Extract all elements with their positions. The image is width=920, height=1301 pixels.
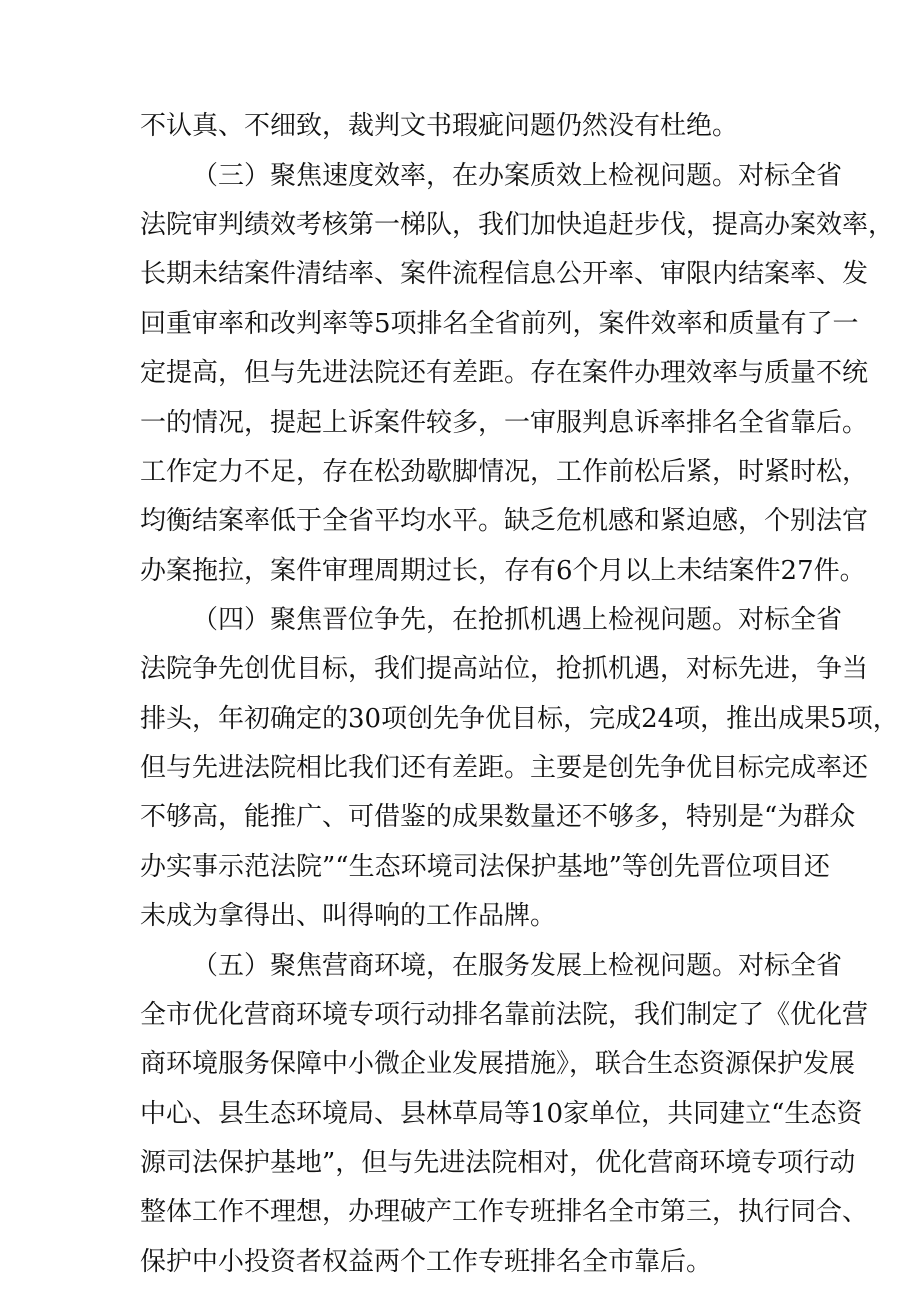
text-line: 源司法保护基地”，但与先进法院相对，优化营商环境专项行动 [140,1148,856,1178]
text-line: 保护中小投资者权益两个工作专班排名全市靠后。 [140,1247,713,1277]
text-line: 法院审判绩效考核第一梯队，我们加快追赶步伐，提高办案效率， [140,210,895,240]
text-line: 回重审率和改判率等5项排名全省前列，案件效率和质量有了一 [140,309,859,339]
section-heading-line: （三）聚焦速度效率，在办案质效上检视问题。对标全省 [192,161,843,191]
section-heading-line: （四）聚焦晋位争先，在抢抓机遇上检视问题。对标全省 [192,605,843,635]
text-line: 均衡结案率低于全省平均水平。缺乏危机感和紧迫感，个别法官 [140,506,869,536]
text-line: 未成为拿得出、叫得响的工作品牌。 [140,901,557,931]
text-line: 一的情况，提起上诉案件较多，一审服判息诉率排名全省靠后。 [140,408,869,438]
text-line: 不够高，能推广、可借鉴的成果数量还不够多，特别是“为群众 [140,802,856,832]
text-line: 法院争先创优目标，我们提高站位，抢抓机遇，对标先进，争当 [140,654,869,684]
text-line: 排头，年初确定的30项创先争优目标，完成24项，推出成果5项， [140,704,899,734]
text-line: 中心、县生态环境局、县林草局等10家单位，共同建立“生态资 [140,1099,863,1129]
text-line: 不认真、不细致，裁判文书瑕疵问题仍然没有杜绝。 [140,111,739,141]
text-line: 全市优化营商环境专项行动排名靠前法院，我们制定了《优化营 [140,1000,869,1030]
text-line: 长期未结案件清结率、案件流程信息公开率、审限内结案率、发 [140,259,869,289]
text-line: 定提高，但与先进法院还有差距。存在案件办理效率与质量不统 [140,358,869,388]
text-line: 整体工作不理想，办理破产工作专班排名全市第三，执行同合、 [140,1197,869,1227]
text-line: 办实事示范法院”“生态环境司法保护基地”等创先晋位项目还 [140,852,830,882]
text-line: 商环境服务保障中小微企业发展措施》，联合生态资源保护发展 [140,1049,856,1079]
section-heading-line: （五）聚焦营商环境，在服务发展上检视问题。对标全省 [192,951,843,981]
text-line: 但与先进法院相比我们还有差距。主要是创先争优目标完成率还 [140,753,869,783]
text-line: 办案拖拉，案件审理周期过长，存有6个月以上未结案件27件。 [140,556,866,586]
text-line: 工作定力不足，存在松劲歇脚情况，工作前松后紧，时紧时松， [140,457,869,487]
